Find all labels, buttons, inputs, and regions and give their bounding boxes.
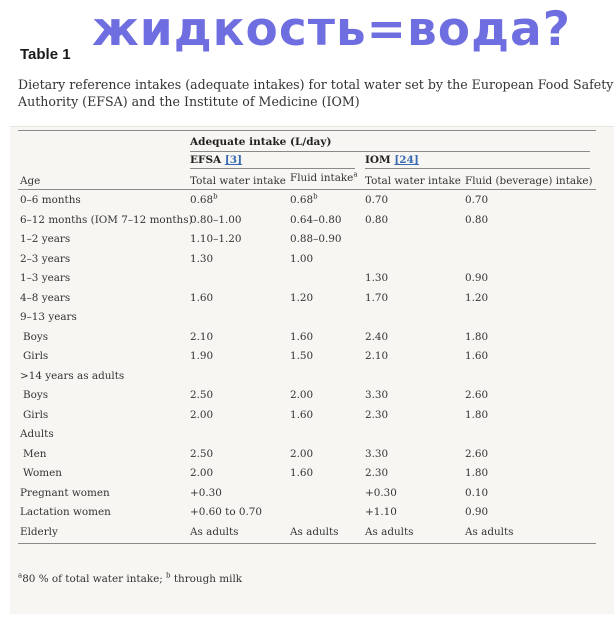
cell-value: 1–2 years (20, 233, 71, 245)
cell-value: 2.50 (190, 389, 214, 401)
cell-value: 0.80 (365, 213, 389, 226)
efsa-reference-link[interactable]: [3] (224, 154, 243, 166)
cell-value: 1.60 (465, 350, 489, 362)
cell-value: 0.64–0.80 (290, 213, 342, 226)
table-cell-efsa-total (190, 194, 218, 206)
table-cell-efsa-fluid (290, 194, 318, 206)
footnote-mark-b: b (213, 192, 218, 201)
cell-value: Men (23, 447, 47, 460)
footnote-a-text: 80 % of total water intake; (22, 573, 167, 585)
cell-value: Lactation women (20, 506, 111, 518)
column-header-iom-total: Total water intake (365, 175, 461, 187)
table-cell-efsa-total (190, 409, 213, 421)
table-cell-efsa-fluid (290, 214, 341, 226)
table-cell-age (23, 448, 46, 460)
cell-value: 1.60 (190, 291, 214, 304)
cell-value: Elderly (20, 525, 58, 538)
table-cell-efsa-total (190, 253, 213, 265)
table-cell-age (20, 253, 70, 265)
table-cell-efsa-fluid (290, 233, 341, 245)
table-cell-efsa-total (190, 487, 222, 499)
table-footnote (18, 573, 242, 585)
table-cell-efsa-total (190, 214, 241, 226)
table-cell-age (20, 428, 54, 440)
table-cell-efsa-total (190, 292, 213, 304)
cell-value: 2.10 (365, 350, 389, 362)
cell-value: 2.50 (190, 447, 214, 460)
table-cell-age (23, 467, 62, 479)
cell-value: 2.00 (190, 408, 214, 421)
table-cell-iom-fluid (465, 214, 488, 226)
iom-rule (365, 168, 590, 169)
table-cell-efsa-total (190, 389, 213, 401)
cell-value: 2.60 (465, 447, 489, 460)
cell-value: >14 years as adults (20, 369, 125, 382)
table-cell-iom-fluid (465, 389, 488, 401)
cell-value: 1.60 (290, 408, 314, 421)
cell-value: 0.68 (190, 194, 214, 206)
cell-value: 1.30 (190, 252, 214, 265)
cell-value: 2.30 (365, 467, 389, 479)
iom-label: IOM (365, 154, 391, 166)
cell-value: 2.60 (465, 389, 489, 401)
header-group-rule (190, 151, 590, 152)
table-cell-age (20, 526, 58, 538)
cell-value: 2.00 (290, 389, 314, 401)
cell-value: 1.20 (465, 291, 489, 304)
cell-value: 2.00 (190, 467, 214, 479)
cell-value: 0–6 months (20, 194, 81, 206)
cell-value: Women (23, 467, 62, 479)
table-cell-iom-total (365, 389, 388, 401)
cell-value: +1.10 (365, 506, 397, 518)
column-header-rule (18, 189, 596, 190)
table-cell-iom-fluid (465, 448, 488, 460)
table-cell-iom-fluid (465, 350, 488, 362)
table-cell-efsa-fluid (290, 409, 313, 421)
cell-value: 0.70 (365, 194, 389, 206)
table-cell-iom-total (365, 350, 388, 362)
table-cell-iom-total (365, 331, 388, 343)
cell-value: 2.10 (190, 330, 214, 343)
table-cell-age (20, 311, 77, 323)
cell-value: 0.80 (465, 213, 489, 226)
cell-value: As adults (365, 525, 414, 538)
table-bottom-rule (18, 543, 596, 544)
cell-value: 3.30 (365, 389, 389, 401)
table-cell-age (20, 214, 193, 226)
column-header-iom-fluid: Fluid (beverage) intake) (465, 175, 593, 187)
cell-value: 2.30 (365, 408, 389, 421)
cell-value: Adults (20, 428, 54, 440)
cell-value: +0.60 to 0.70 (190, 506, 263, 518)
footnote-mark-a: a (353, 170, 358, 179)
table-cell-iom-total (365, 409, 388, 421)
cell-value: 6–12 months (IOM 7–12 months) (20, 213, 193, 226)
column-header-efsa-total: Total water intake (190, 175, 286, 187)
table-cell-efsa-fluid (290, 526, 339, 538)
table-cell-iom-fluid (465, 526, 514, 538)
table-cell-iom-fluid (465, 487, 488, 499)
footnote-mark-b: b (166, 571, 171, 580)
table-cell-efsa-fluid (290, 389, 313, 401)
cell-value: 1.80 (465, 467, 489, 479)
table-cell-age (23, 409, 48, 421)
table-cell-age (20, 370, 124, 382)
table-cell-efsa-total (190, 467, 213, 479)
iom-reference-link[interactable]: [24] (394, 154, 419, 166)
table-cell-iom-fluid (465, 194, 488, 206)
cell-value: 0.68 (290, 194, 314, 206)
cell-value: 4–8 years (20, 291, 71, 304)
table-cell-iom-fluid (465, 506, 488, 518)
cell-value: +0.30 (365, 486, 397, 499)
cell-value: 9–13 years (20, 311, 77, 323)
cell-value: Boys (23, 389, 49, 401)
overlay-caption: жидкость=вода? (92, 2, 572, 57)
table-cell-iom-total (365, 467, 388, 479)
table-cell-efsa-total (190, 233, 241, 245)
table-cell-iom-total (365, 214, 388, 226)
cell-value: 1.90 (190, 350, 214, 362)
cell-value: 0.80–1.00 (190, 213, 242, 226)
cell-value: 1.80 (465, 408, 489, 421)
table-cell-iom-total (365, 526, 414, 538)
footnote-b-text: through milk (170, 573, 243, 585)
table-cell-efsa-fluid (290, 350, 313, 362)
cell-value: 0.70 (465, 194, 489, 206)
cell-value: 1.80 (465, 330, 489, 343)
cell-value: 1.50 (290, 350, 314, 362)
table-cell-age (20, 487, 110, 499)
table-cell-efsa-total (190, 331, 213, 343)
table-cell-efsa-fluid (290, 331, 313, 343)
cell-value: 0.10 (465, 486, 489, 499)
efsa-rule (190, 168, 355, 169)
table-cell-age (23, 331, 48, 343)
cell-value: 0.88–0.90 (290, 233, 342, 245)
column-header-age: Age (20, 175, 41, 187)
table-top-rule (18, 130, 596, 131)
column-header-efsa-fluid (290, 172, 358, 184)
header-adequate-intake: Adequate intake (L/day) (190, 136, 332, 148)
cell-value: 1.70 (365, 291, 389, 304)
cell-value: 1.60 (290, 330, 314, 343)
table-cell-efsa-fluid (290, 253, 313, 265)
table-cell-efsa-fluid (290, 292, 313, 304)
table-cell-efsa-total (190, 350, 213, 362)
table-cell-age (23, 350, 48, 362)
cell-value: 1–3 years (20, 272, 71, 284)
table-cell-iom-total (365, 194, 388, 206)
efsa-label: EFSA (190, 154, 222, 166)
cell-value: As adults (190, 525, 239, 538)
table-cell-age (20, 194, 81, 206)
header-efsa (190, 154, 242, 166)
cell-value: 0.90 (465, 506, 489, 518)
cell-value: 1.60 (290, 467, 314, 479)
cell-value: Girls (23, 408, 49, 421)
cell-value: 2–3 years (20, 252, 71, 265)
cell-value: Boys (23, 330, 49, 343)
fluid-intake-label: Fluid intake (290, 172, 354, 184)
cell-value: Girls (23, 350, 49, 362)
cell-value: Pregnant women (20, 486, 110, 499)
table-cell-iom-fluid (465, 331, 488, 343)
table-cell-efsa-fluid (290, 467, 313, 479)
cell-value: +0.30 (190, 486, 222, 499)
table-label: Table 1 (20, 46, 71, 63)
cell-value: 1.10–1.20 (190, 233, 242, 245)
table-cell-age (20, 272, 70, 284)
cell-value: 1.00 (290, 252, 314, 265)
cell-value: 3.30 (365, 447, 389, 460)
table-cell-age (23, 389, 48, 401)
table-cell-iom-fluid (465, 409, 488, 421)
table-cell-efsa-fluid (290, 448, 313, 460)
table-caption: Dietary reference intakes (adequate intakes) for total water set by the European Food Safety Authority (EFSA) and the Institute of Medicine (IOM) (18, 77, 614, 109)
header-iom (365, 154, 419, 166)
cell-value: 1.20 (290, 291, 314, 304)
cell-value: 0.90 (465, 272, 489, 284)
cell-value: 2.40 (365, 330, 389, 343)
cell-value: 2.00 (290, 447, 314, 460)
table-cell-efsa-total (190, 448, 213, 460)
table-cell-age (20, 506, 111, 518)
table-cell-iom-fluid (465, 292, 488, 304)
cell-value: As adults (465, 525, 514, 538)
table-cell-iom-total (365, 506, 397, 518)
table-cell-efsa-total (190, 526, 239, 538)
cell-value: 1.30 (365, 272, 389, 284)
table-cell-iom-fluid (465, 272, 488, 284)
table-cell-age (20, 292, 70, 304)
table-cell-iom-total (365, 487, 397, 499)
footnote-mark-a: a (18, 571, 23, 580)
table-cell-iom-total (365, 448, 388, 460)
table-cell-iom-total (365, 292, 388, 304)
table-cell-iom-fluid (465, 467, 488, 479)
cell-value: As adults (290, 525, 339, 538)
table-cell-age (20, 233, 70, 245)
table-cell-iom-total (365, 272, 388, 284)
table-cell-efsa-total (190, 506, 262, 518)
footnote-mark-b: b (313, 192, 318, 201)
